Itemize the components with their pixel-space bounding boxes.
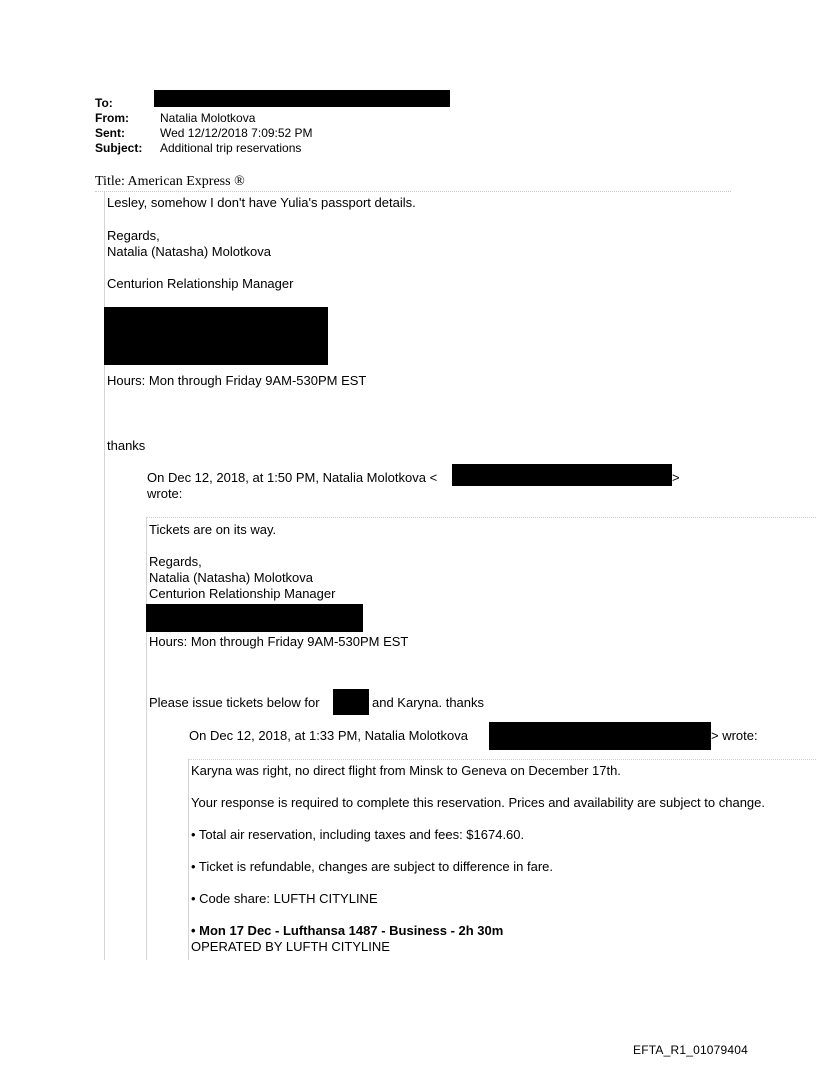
hours-text: Hours: Mon through Friday 9AM-530PM EST <box>107 373 367 388</box>
hours-text: Hours: Mon through Friday 9AM-530PM EST <box>149 634 409 649</box>
subject-value: Additional trip reservations <box>160 141 302 155</box>
redaction-box <box>333 689 369 715</box>
body-line: Lesley, somehow I don't have Yulia's passport details. <box>107 195 416 210</box>
redaction-box <box>489 722 711 750</box>
quote-attribution: On Dec 12, 2018, at 1:33 PM, Natalia Molotkova <box>189 728 468 743</box>
subject-row <box>95 141 301 156</box>
body-line: Tickets are on its way. <box>149 522 277 537</box>
quote-border-level2 <box>188 759 189 960</box>
redaction-box <box>154 90 450 107</box>
thanks-text: thanks <box>107 438 146 453</box>
attribution-wrote: > wrote: <box>711 728 758 743</box>
redaction-box <box>452 464 672 486</box>
to-row <box>95 96 160 111</box>
redaction-box <box>104 307 328 365</box>
attribution-wrote: wrote: <box>147 486 183 501</box>
issue-request-start: Please issue tickets below for <box>149 695 320 710</box>
sent-label: Sent: <box>95 126 125 140</box>
regards-text: Regards, <box>149 554 202 569</box>
sent-row <box>95 126 313 141</box>
bullet-item: • Ticket is refundable, changes are subject to difference in fare. <box>191 859 554 874</box>
subject-label: Subject: <box>95 141 143 155</box>
regards-text: Regards, <box>107 228 160 243</box>
signature-name: Natalia (Natasha) Molotkova <box>107 244 272 259</box>
attribution-bracket: < <box>429 470 438 485</box>
signature-role: Centurion Relationship Manager <box>107 276 294 291</box>
flight-bullet: • Mon 17 Dec - Lufthansa 1487 - Business - 2h 30m <box>191 923 504 938</box>
issue-request-end: and Karyna. thanks <box>372 695 485 710</box>
attribution-text: On Dec 12, 2018, at 1:50 PM, Natalia Molotkova <box>147 470 426 485</box>
document-id: EFTA_R1_01079404 <box>633 1043 749 1057</box>
operated-by-text: OPERATED BY LUFTH CITYLINE <box>191 939 390 954</box>
quote-attribution <box>147 470 437 486</box>
quote-separator <box>188 759 816 760</box>
attribution-bracket-end: > <box>672 470 680 485</box>
quote-border-level1 <box>146 517 147 960</box>
body-line: Karyna was right, no direct flight from Minsk to Geneva on December 17th. <box>191 763 621 778</box>
bullet-item: • Total air reservation, including taxes and fees: $1674.60. <box>191 827 525 842</box>
bullet-item: • Code share: LUFTH CITYLINE <box>191 891 378 906</box>
redaction-box <box>146 604 363 632</box>
quote-separator <box>146 517 816 518</box>
from-value: Natalia Molotkova <box>160 111 256 125</box>
message-title: Title: American Express ® <box>95 173 731 192</box>
to-label: To: <box>95 96 113 110</box>
from-row <box>95 111 255 126</box>
signature-role: Centurion Relationship Manager <box>149 586 336 601</box>
sent-value: Wed 12/12/2018 7:09:52 PM <box>160 126 313 140</box>
from-label: From: <box>95 111 129 125</box>
signature-name: Natalia (Natasha) Molotkova <box>149 570 314 585</box>
body-line: Your response is required to complete this reservation. Prices and availability are subject to change. <box>191 795 765 810</box>
